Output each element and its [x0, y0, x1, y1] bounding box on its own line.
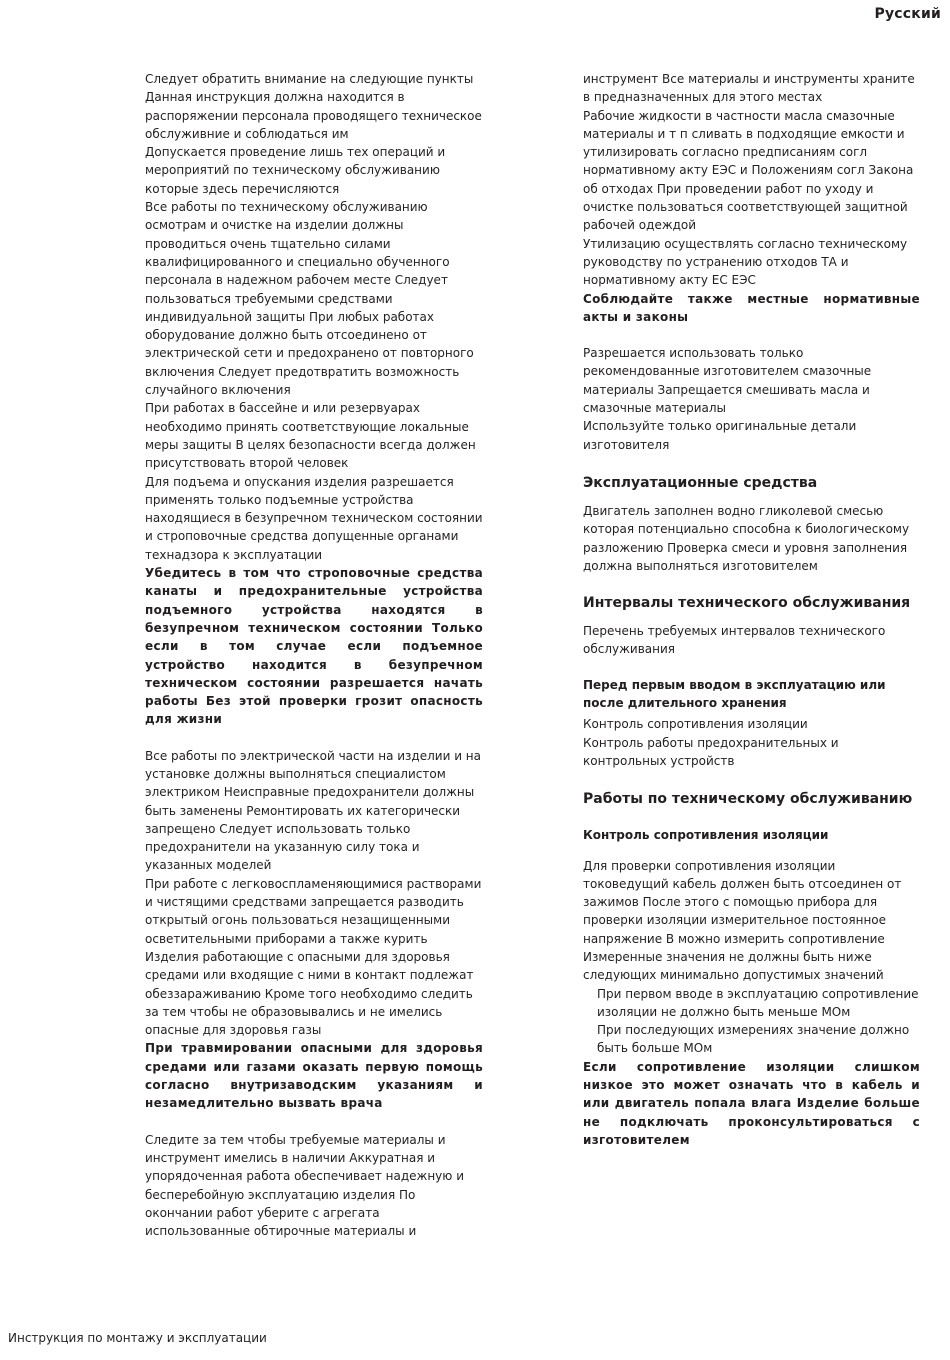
subheading-insulation-check: Контроль сопротивления изоляции: [583, 828, 829, 843]
safety-warning: Убедитесь в том что строповочные средства канаты и предохранительные устройства подъемного устройства находятся в безупречном техническом состоянии Только если в том случае если подъемное устройство находится в безупречном техническом состоянии разрешается начать работы Без этой проверки грозит опасность для жизни: [145, 566, 483, 727]
subheading-before-commissioning: Перед первым вводом в эксплуатацию или после длительного хранения: [583, 677, 886, 711]
paragraph: Разрешается использовать только рекомендованные изготовителем смазочные материалы Запрещается смешивать масла и смазочные материалы: [583, 346, 872, 416]
section-heading-fluids: Эксплуатационные средства: [583, 474, 818, 491]
section-heading-maintenance-work: Работы по техническому обслуживанию: [583, 791, 913, 808]
paragraph: Данная инструкция должна находится в распоряжении персонала проводящего техническое обслуживние и соблюдаться им: [145, 90, 482, 141]
paragraph: Утилизацию осуществлять согласно техническому руководству по устранению отходов ТА и нормативному акту ЕС ЕЭС: [583, 236, 908, 288]
paragraph: инструмент Все материалы и инструменты храните в предназначенных для этого местах: [583, 72, 915, 105]
spacer: [583, 454, 920, 473]
paragraph: Двигатель заполнен водно гликолевой смесью которая потенциально способна к биологическому разложению Проверка смеси и уровня заполнения должна выполняться изготовителем: [583, 503, 910, 573]
list-item: Контроль сопротивления изоляции: [583, 717, 808, 732]
spacer: [583, 770, 920, 789]
list-item: При последующих измерениях значение должно быть больше МОм: [597, 1023, 910, 1056]
safety-warning: Соблюдайте также местные нормативные акты и законы: [583, 291, 920, 324]
paragraph: Изделия работающие с опасными для здоровья средами или входящие с ними в контакт подлежат обеззараживанию Кроме того необходимо следить за тем чтобы не образовывались и не имелись опасные для здоровья газы: [145, 949, 474, 1038]
list-item: При первом вводе в эксплуатацию сопротивление изоляции не должно быть меньше МОм: [597, 986, 919, 1019]
spacer: [145, 1113, 483, 1131]
spacer: [583, 326, 920, 344]
spacer: [583, 493, 920, 502]
paragraph: Для проверки сопротивления изоляции токоведущий кабель должен быть отсоединен от зажимов После этого с помощью прибора для проверки изоляции измерительное постоянное напряжение В можно измерить сопротивление Измеренные значения не должны быть ниже следующих минимально допустимых значений: [583, 858, 902, 983]
paragraph: Следите за тем чтобы требуемые материалы и инструмент имелись в наличии Аккуратная и упорядоченная работа обеспечивает надежную и бесперебойную эксплуатацию изделия По окончании работ уберите с агрегата использованные обтирочные материалы и: [145, 1132, 464, 1239]
spacer: [583, 845, 920, 857]
paragraph: Все работы по техническому обслуживанию осмотрам и очистке на изделии должны проводиться очень тщательно силами квалифицированного и специально обученного персонала в надежном рабочем месте Следует пользоваться требуемыми средствами индивидуальной защиты При любых работах оборудование должно быть отсоединено от электрической сети и предохранено от повторного включения Следует предотвратить возможность случайного включения: [145, 200, 474, 398]
spacer: [583, 575, 920, 593]
spacer: [145, 729, 483, 747]
paragraph: При работах в бассейне и или резервуарах необходимо принять соответствующие локальные меры защиты В целях безопасности всегда должен присутствовать второй человек: [145, 401, 476, 471]
paragraph: При работе с легковоспламеняющимися растворами и чистящими средствами запрещается разводить открытый огонь пользоваться незащищенными осветительными приборами а также курить: [145, 876, 482, 946]
right-column: [583, 70, 920, 1149]
paragraph: Для подъема и опускания изделия разрешается применять только подъемные устройства находящиеся в безупречном техническом состоянии и строповочные средства допущенные органами технадзора к эксплуатации: [145, 474, 483, 562]
list-item: Контроль работы предохранительных и контрольных устройств: [583, 735, 839, 768]
safety-warning: При травмировании опасными для здоровья средами или газами оказать первую помощь согласно внутризаводским указаниям и незамедлительно вызвать врача: [145, 1041, 483, 1111]
paragraph: Допускается проведение лишь тех операций и мероприятий по техническому обслуживанию которые здесь перечисляются: [145, 145, 446, 196]
paragraph: Все работы по электрической части на изделии и на установке должны выполняться специалистом электриком Неисправные предохранители должны быть заменены Ремонтировать их категорически запрещено Следует использовать только предохранители на указанную силу тока и указанных моделей: [145, 748, 481, 873]
spacer: [583, 659, 920, 676]
footer-document-title: Инструкция по монтажу и эксплуатации: [8, 1331, 267, 1345]
paragraph: Рабочие жидкости в частности масла смазочные материалы и т п сливать в подходящие емкости и утилизировать согласно предписаниям согл нормативному акту ЕЭС и Положениям согл Закона об отходах При проведении работ по уходу и очистке пользоваться соответствующей защитной рабочей одеждой: [583, 108, 914, 233]
section-heading-intervals: Интервалы технического обслуживания: [583, 595, 911, 612]
language-label: Русский: [874, 6, 941, 22]
paragraph: Следует обратить внимание на следующие пункты: [145, 72, 474, 86]
safety-warning: Если сопротивление изоляции слишком низкое это может означать что в кабель и или двигатель попала влага Изделие больше не подключать проконсультироваться с изготовителем: [583, 1059, 920, 1147]
left-column: [145, 70, 483, 1240]
paragraph: Используйте только оригинальные детали изготовителя: [583, 419, 857, 452]
spacer: [583, 613, 920, 622]
spacer: [583, 809, 920, 826]
paragraph: Перечень требуемых интервалов технического обслуживания: [583, 624, 886, 657]
